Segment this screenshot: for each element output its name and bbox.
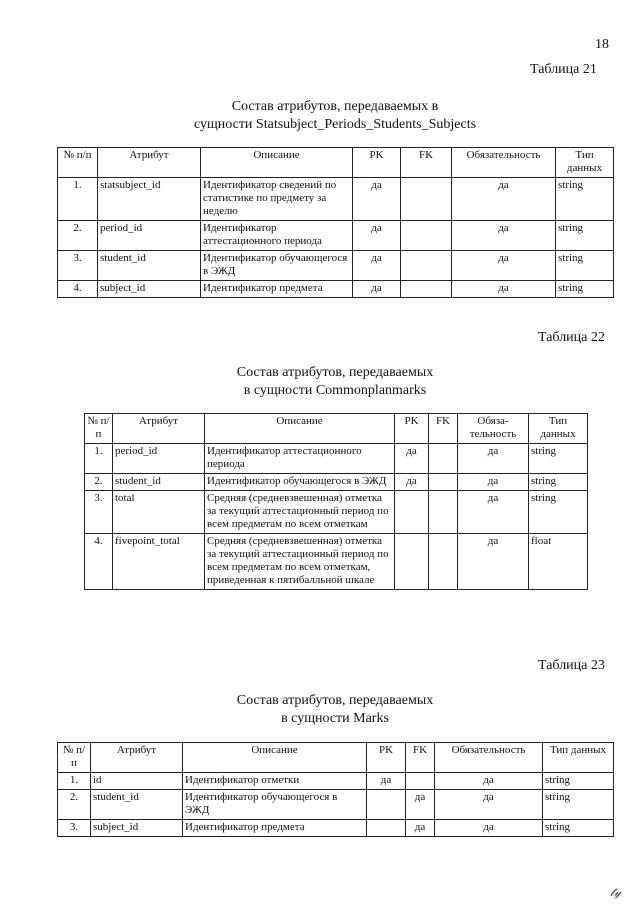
row-attribute-cell: period_id <box>98 221 201 251</box>
header-type: Тип данных <box>556 148 614 178</box>
row-required-cell: да <box>452 178 556 221</box>
table-22-label: Таблица 22 <box>538 330 605 345</box>
row-type-cell: string <box>543 773 614 790</box>
row-type-cell: float <box>529 534 588 590</box>
table-21-label: Таблица 21 <box>530 62 597 77</box>
table-21-caption <box>150 98 520 134</box>
row-required-cell: да <box>452 251 556 281</box>
table-23-caption-line1: Состав атрибутов, передаваемых <box>236 693 434 708</box>
row-pk-cell: да <box>353 251 401 281</box>
row-fk-cell: да <box>406 790 435 820</box>
row-description-cell: Идентификатор аттестационного периода <box>205 444 395 474</box>
row-pk-cell <box>367 820 406 837</box>
table-row <box>85 444 588 474</box>
row-type-cell: string <box>529 491 588 534</box>
row-description-cell: Средняя (средневзвешенная) отметка за текущий аттестационный период по всем предметам по всем отметкам, приведенная к пятибалльной шкале <box>205 534 395 590</box>
row-attribute-cell: period_id <box>113 444 205 474</box>
table-row <box>58 790 614 820</box>
table-21-caption-line1: Состав атрибутов, передаваемых в <box>231 99 439 114</box>
row-required-cell: да <box>435 773 543 790</box>
row-type-cell: string <box>556 178 614 221</box>
row-fk-cell: да <box>406 820 435 837</box>
header-attribute: Атрибут <box>113 414 205 444</box>
row-num-cell: 1. <box>85 444 113 474</box>
table-22 <box>84 413 588 590</box>
table-22-caption-line2: в сущности Commonplanmarks <box>243 383 427 398</box>
row-attribute-cell: student_id <box>91 790 183 820</box>
row-num-cell: 3. <box>58 820 91 837</box>
row-num-cell: 4. <box>58 281 98 298</box>
table-row <box>58 773 614 790</box>
table-header-row <box>85 414 588 444</box>
row-attribute-cell: id <box>91 773 183 790</box>
header-num: № п/п <box>85 414 113 444</box>
row-required-cell: да <box>458 474 529 491</box>
row-description-cell: Идентификатор обучающегося в ЭЖД <box>205 474 395 491</box>
row-type-cell: string <box>543 820 614 837</box>
row-attribute-cell: student_id <box>98 251 201 281</box>
table-row <box>85 534 588 590</box>
handwritten-signature: 𝓉𝓎 <box>610 885 622 899</box>
row-description-cell: Идентификатор предмета <box>201 281 353 298</box>
table-row <box>85 474 588 491</box>
header-pk: PK <box>353 148 401 178</box>
row-description-cell: Идентификатор обучающегося в ЭЖД <box>201 251 353 281</box>
table-row <box>58 251 614 281</box>
row-fk-cell <box>401 251 452 281</box>
page-number: 18 <box>595 37 609 52</box>
row-pk-cell: да <box>353 281 401 298</box>
row-fk-cell <box>401 221 452 251</box>
header-type: Тип данных <box>529 414 588 444</box>
row-type-cell: string <box>529 444 588 474</box>
row-pk-cell <box>395 491 429 534</box>
row-required-cell: да <box>435 820 543 837</box>
row-pk-cell: да <box>395 444 429 474</box>
row-num-cell: 4. <box>85 534 113 590</box>
row-type-cell: string <box>556 221 614 251</box>
row-required-cell: да <box>452 221 556 251</box>
header-attribute: Атрибут <box>91 743 183 773</box>
row-attribute-cell: statsubject_id <box>98 178 201 221</box>
row-num-cell: 1. <box>58 178 98 221</box>
row-required-cell: да <box>435 790 543 820</box>
row-description-cell: Идентификатор отметки <box>183 773 367 790</box>
table-23-caption-line2: в сущности Marks <box>281 711 389 726</box>
row-num-cell: 2. <box>58 790 91 820</box>
header-required: Обязательность <box>452 148 556 178</box>
table-23 <box>57 742 614 837</box>
row-type-cell: string <box>556 281 614 298</box>
row-description-cell: Средняя (средневзвешенная) отметка за текущий аттестационный период по всем предметам по всем отметкам <box>205 491 395 534</box>
table-22-caption-line1: Состав атрибутов, передаваемых <box>236 365 434 380</box>
header-fk: FK <box>406 743 435 773</box>
table-21-caption-line2: сущности Statsubject_Periods_Students_Subjects <box>193 117 477 132</box>
row-pk-cell <box>367 790 406 820</box>
header-description: Описание <box>205 414 395 444</box>
row-num-cell: 1. <box>58 773 91 790</box>
row-pk-cell: да <box>353 221 401 251</box>
row-fk-cell <box>429 491 458 534</box>
row-attribute-cell: student_id <box>113 474 205 491</box>
row-fk-cell <box>401 281 452 298</box>
row-required-cell: да <box>458 534 529 590</box>
row-description-cell: Идентификатор сведений по статистике по предмету за неделю <box>201 178 353 221</box>
table-23-caption <box>150 692 520 728</box>
table-row <box>58 221 614 251</box>
row-attribute-cell: subject_id <box>91 820 183 837</box>
table-23-label: Таблица 23 <box>538 658 605 673</box>
row-pk-cell: да <box>395 474 429 491</box>
header-pk: PK <box>367 743 406 773</box>
header-fk: FK <box>401 148 452 178</box>
header-pk: PK <box>395 414 429 444</box>
header-fk: FK <box>429 414 458 444</box>
row-num-cell: 3. <box>58 251 98 281</box>
table-header-row <box>58 743 614 773</box>
table-row <box>58 281 614 298</box>
table-21 <box>57 147 614 298</box>
table-header-row <box>58 148 614 178</box>
row-attribute-cell: total <box>113 491 205 534</box>
row-required-cell: да <box>452 281 556 298</box>
header-num: № п/п <box>58 148 98 178</box>
header-description: Описание <box>201 148 353 178</box>
row-type-cell: string <box>543 790 614 820</box>
header-attribute: Атрибут <box>98 148 201 178</box>
header-required: Обязательность <box>435 743 543 773</box>
row-description-cell: Идентификатор аттестационного периода <box>201 221 353 251</box>
header-type: Тип данных <box>543 743 614 773</box>
header-required: Обяза-тельность <box>458 414 529 444</box>
row-attribute-cell: fivepoint_total <box>113 534 205 590</box>
table-22-caption <box>150 364 520 400</box>
row-pk-cell: да <box>353 178 401 221</box>
row-fk-cell <box>401 178 452 221</box>
table-row <box>58 820 614 837</box>
row-description-cell: Идентификатор предмета <box>183 820 367 837</box>
row-type-cell: string <box>556 251 614 281</box>
row-fk-cell <box>429 444 458 474</box>
row-required-cell: да <box>458 444 529 474</box>
row-num-cell: 2. <box>58 221 98 251</box>
row-required-cell: да <box>458 491 529 534</box>
row-num-cell: 2. <box>85 474 113 491</box>
row-type-cell: string <box>529 474 588 491</box>
row-fk-cell <box>406 773 435 790</box>
table-row <box>58 178 614 221</box>
row-num-cell: 3. <box>85 491 113 534</box>
row-pk-cell: да <box>367 773 406 790</box>
row-attribute-cell: subject_id <box>98 281 201 298</box>
row-pk-cell <box>395 534 429 590</box>
header-num: № п/п <box>58 743 91 773</box>
row-fk-cell <box>429 534 458 590</box>
table-row <box>85 491 588 534</box>
row-fk-cell <box>429 474 458 491</box>
row-description-cell: Идентификатор обучающегося в ЭЖД <box>183 790 367 820</box>
header-description: Описание <box>183 743 367 773</box>
